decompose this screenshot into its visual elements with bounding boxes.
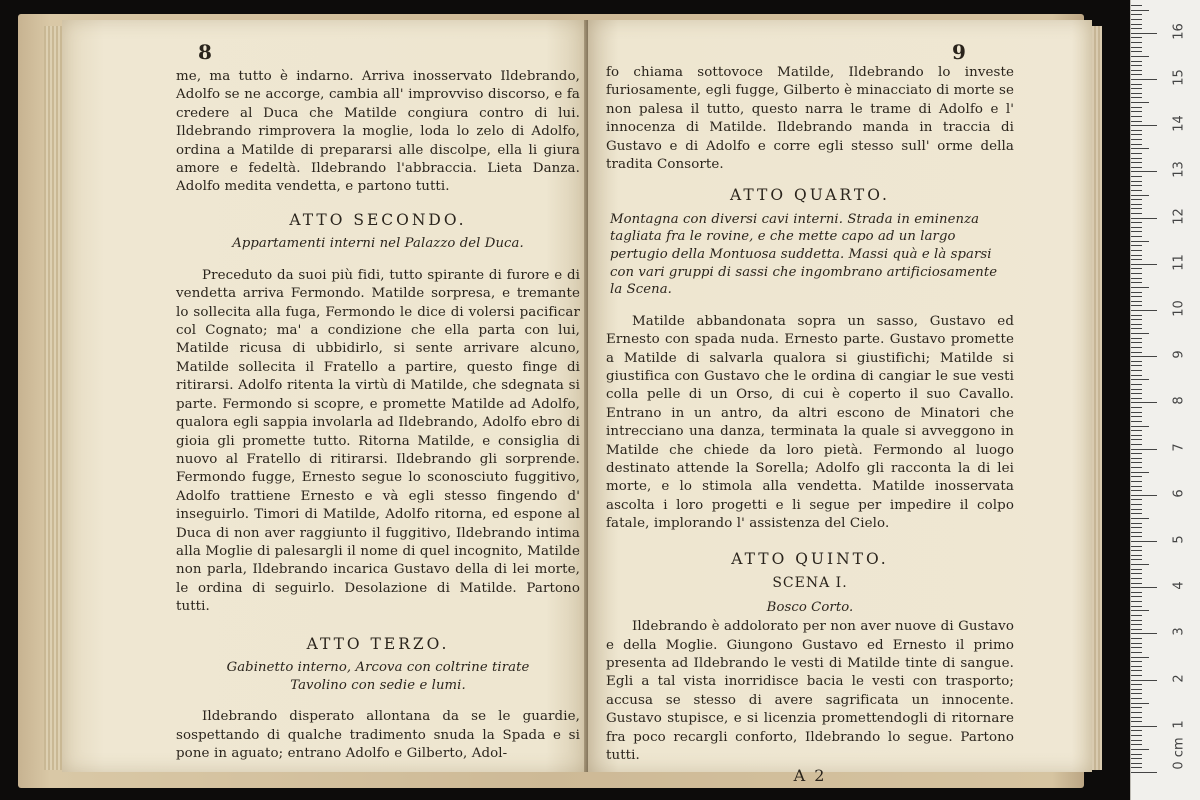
ruler-tick xyxy=(1131,37,1142,38)
paragraph: fo chiama sottovoce Matilde, Ildebrando lo investe furiosamente, egli fugge, Gilberto è minacciato di morte se non palesa il tutto, questo narra le trame di Adolfo e l' innocenza di Matilde. Ildebrando manda in traccia di Gustavo e di Adolfo e corre egli stesso sull' orme della tradita Consorte. xyxy=(606,65,1014,173)
ruler-tick xyxy=(1131,74,1142,75)
ruler-tick xyxy=(1131,527,1142,528)
ruler-tick xyxy=(1131,504,1142,505)
ruler-tick xyxy=(1131,416,1142,417)
ruler-tick xyxy=(1131,287,1149,288)
ruler-tick xyxy=(1131,79,1157,80)
ruler-tick xyxy=(1131,389,1142,390)
ruler-tick xyxy=(1131,472,1149,473)
ruler-tick xyxy=(1131,171,1157,172)
ruler-tick xyxy=(1131,24,1142,25)
ruler-tick xyxy=(1131,421,1142,422)
ruler-tick xyxy=(1131,449,1157,450)
ruler-tick xyxy=(1131,245,1142,246)
ruler-tick xyxy=(1131,546,1142,547)
ruler-tick xyxy=(1131,578,1142,579)
ruler-tick xyxy=(1131,740,1142,741)
ruler-tick xyxy=(1131,342,1142,343)
ruler-tick xyxy=(1131,583,1142,584)
ruler-tick xyxy=(1131,305,1142,306)
ruler-tick xyxy=(1131,278,1142,279)
ruler-tick xyxy=(1131,426,1149,427)
ruler-tick xyxy=(1131,620,1142,621)
ruler-tick xyxy=(1131,693,1142,694)
ruler-tick xyxy=(1131,218,1157,219)
ruler-tick xyxy=(1131,767,1142,768)
signature-mark: A 2 xyxy=(793,766,827,786)
ruler-tick xyxy=(1131,661,1142,662)
ruler-tick xyxy=(1131,407,1142,408)
ruler-tick xyxy=(1131,241,1149,242)
ruler-tick xyxy=(1131,375,1142,376)
paragraph: Ildebrando disperato allontana da se le guardie, sospettando di qualche tradimento snuda la Spada e si pone in aguato; entrano Adolfo e Gilberto, Adol- xyxy=(176,709,580,761)
ruler-tick xyxy=(1131,315,1142,316)
ruler-tick xyxy=(1131,569,1142,570)
ruler-label: 6 xyxy=(1171,489,1187,498)
ruler-tick xyxy=(1131,227,1142,228)
act-heading: ATTO TERZO. xyxy=(306,634,450,653)
scene-description: Bosco Corto. xyxy=(766,599,854,615)
ruler-tick xyxy=(1131,509,1142,510)
ruler-tick xyxy=(1131,102,1149,103)
ruler-tick xyxy=(1131,467,1142,468)
ruler-tick xyxy=(1131,310,1157,311)
ruler-tick xyxy=(1131,121,1142,122)
ruler-tick xyxy=(1131,601,1142,602)
ruler-tick xyxy=(1131,564,1149,565)
ruler-tick xyxy=(1131,412,1142,413)
ruler-tick xyxy=(1131,338,1142,339)
ruler-tick xyxy=(1131,763,1142,764)
ruler-label: 14 xyxy=(1171,115,1187,132)
ruler-tick xyxy=(1131,573,1142,574)
ruler-tick xyxy=(1131,633,1157,634)
ruler-tick xyxy=(1131,93,1142,94)
right-page xyxy=(588,20,1092,786)
act-heading: ATTO SECONDO. xyxy=(289,210,467,229)
ruler-tick xyxy=(1131,65,1142,66)
ruler-tick xyxy=(1131,490,1142,491)
ruler-label: 9 xyxy=(1171,350,1187,359)
ruler-tick xyxy=(1131,486,1142,487)
ruler-tick xyxy=(1131,596,1142,597)
left-page-text xyxy=(176,68,580,763)
ruler-tick xyxy=(1131,162,1142,163)
ruler-tick xyxy=(1131,333,1149,334)
ruler-tick xyxy=(1131,296,1142,297)
ruler-tick xyxy=(1131,730,1142,731)
ruler-tick xyxy=(1131,213,1142,214)
ruler-tick xyxy=(1131,638,1142,639)
ruler-tick xyxy=(1131,51,1142,52)
ruler-tick xyxy=(1131,379,1149,380)
ruler-tick xyxy=(1131,199,1142,200)
ruler-tick xyxy=(1131,462,1142,463)
ruler-tick xyxy=(1131,292,1142,293)
ruler-label: 0 cm xyxy=(1171,737,1187,770)
ruler-tick xyxy=(1131,629,1142,630)
ruler-label: 13 xyxy=(1171,161,1187,179)
ruler-tick xyxy=(1131,402,1157,403)
ruler-tick xyxy=(1131,666,1142,667)
ruler-label: 4 xyxy=(1171,581,1187,590)
ruler-tick xyxy=(1131,185,1142,186)
ruler-tick xyxy=(1131,28,1142,29)
ruler-tick xyxy=(1131,754,1142,755)
ruler-tick xyxy=(1131,643,1142,644)
ruler-tick xyxy=(1131,148,1149,149)
ruler-tick xyxy=(1131,19,1142,20)
ruler-tick xyxy=(1131,352,1142,353)
ruler-tick xyxy=(1131,592,1142,593)
ruler-tick xyxy=(1131,273,1142,274)
ruler-tick xyxy=(1131,532,1142,533)
ruler-tick xyxy=(1131,680,1157,681)
ruler-tick xyxy=(1131,513,1142,514)
ruler-tick xyxy=(1131,365,1142,366)
scene-description: Gabinetto interno, Arcova con coltrine tirate Tavolino con sedie e lumi. xyxy=(226,659,530,693)
ruler-tick xyxy=(1131,684,1142,685)
ruler-tick xyxy=(1131,324,1142,325)
ruler-tick xyxy=(1131,675,1142,676)
ruler-label: 15 xyxy=(1171,69,1187,86)
ruler-tick xyxy=(1131,615,1142,616)
scene-description: Appartamenti interni nel Palazzo del Duca. xyxy=(232,236,524,252)
ruler-label: 8 xyxy=(1171,396,1187,406)
ruler-tick xyxy=(1131,282,1142,283)
ruler-tick xyxy=(1131,458,1142,459)
open-book xyxy=(36,20,1064,786)
ruler-label: 5 xyxy=(1171,535,1187,544)
paragraph: me, ma tutto è indarno. Arriva inosservato Ildebrando, Adolfo se ne accorge, cambia all' improvviso discorso, e fa credere al Duca che Matilde congiura contro di lui. Ildebrando rimprovera la moglie, loda lo zelo di Adolfo, ordina a Matilde di prepararsi alle discolpe, ella li giura amore e fedeltà. Ildebrando l'abbraccia. Lieta Danza. Adolfo medita vendetta, e partono tutti. xyxy=(176,69,580,195)
ruler-tick xyxy=(1131,153,1142,154)
ruler-tick xyxy=(1131,624,1142,625)
ruler-label: 1 xyxy=(1171,720,1187,729)
ruler-tick xyxy=(1131,499,1142,500)
paragraph: Ildebrando è addolorato per non aver nuove di Gustavo e della Moglie. Giungono Gustavo ed Ernesto il primo presenta ad Ildebrando le vesti di Matilde tinte di sangue. Egli a tal vista inorridisce bacia le vesti con trasporto; accusa se stesso di avere sagrificata un innocente. Gustavo stupisce, e si licenzia promettendogli di ritornare fra poco recargli conforto, Ildebrando lo segue. Partono tutti. xyxy=(606,619,1014,763)
ruler-tick xyxy=(1131,208,1142,209)
ruler-tick xyxy=(1131,758,1142,759)
ruler-tick xyxy=(1131,231,1142,232)
ruler-tick xyxy=(1131,435,1142,436)
ruler-tick xyxy=(1131,107,1142,108)
ruler-tick xyxy=(1131,726,1157,727)
ruler-tick xyxy=(1131,181,1142,182)
ruler-tick xyxy=(1131,250,1142,251)
act-heading: ATTO QUINTO. xyxy=(731,549,889,568)
ruler-tick xyxy=(1131,703,1149,704)
ruler-tick xyxy=(1131,744,1142,745)
ruler-tick xyxy=(1131,689,1142,690)
ruler-tick xyxy=(1131,550,1142,551)
ruler-tick xyxy=(1131,5,1142,6)
ruler-tick xyxy=(1131,116,1142,117)
ruler-tick xyxy=(1131,14,1142,15)
ruler-tick xyxy=(1131,361,1142,362)
ruler-tick xyxy=(1131,610,1149,611)
ruler-tick xyxy=(1131,398,1142,399)
ruler-tick xyxy=(1131,384,1142,385)
ruler-tick xyxy=(1131,536,1142,537)
ruler-tick xyxy=(1131,652,1142,653)
ruler-tick xyxy=(1131,523,1142,524)
ruler-tick xyxy=(1131,61,1142,62)
ruler-tick xyxy=(1131,88,1142,89)
ruler-tick xyxy=(1131,606,1142,607)
scene-description: Montagna con diversi cavi interni. Strada in eminenza tagliata fra le rovine, e che mette capo ad un largo pertugio della Montuosa suddetta. Massi quà e là sparsi con vari gruppi di sassi che ingombrano artificiosamente la Scena. xyxy=(610,211,998,298)
ruler-tick xyxy=(1131,111,1142,112)
ruler-tick xyxy=(1131,439,1142,440)
ruler-tick xyxy=(1131,222,1142,223)
ruler-tick xyxy=(1131,657,1149,658)
ruler-label: 10 xyxy=(1171,300,1187,317)
ruler-tick xyxy=(1131,328,1142,329)
ruler-tick xyxy=(1131,268,1142,269)
ruler-tick xyxy=(1131,698,1142,699)
ruler-tick xyxy=(1131,476,1142,477)
measuring-ruler xyxy=(1130,0,1200,800)
ruler-tick xyxy=(1131,236,1142,237)
ruler-tick xyxy=(1131,717,1142,718)
ruler-label: 2 xyxy=(1171,673,1187,683)
ruler-tick xyxy=(1131,444,1142,445)
ruler-label: 11 xyxy=(1171,254,1187,271)
ruler-tick xyxy=(1131,559,1142,560)
ruler-tick xyxy=(1131,204,1142,205)
ruler-tick xyxy=(1131,735,1142,736)
ruler-tick xyxy=(1131,190,1142,191)
ruler-tick xyxy=(1131,481,1142,482)
ruler-tick xyxy=(1131,264,1157,265)
ruler-tick xyxy=(1131,158,1142,159)
ruler-tick xyxy=(1131,10,1149,11)
ruler-tick xyxy=(1131,370,1142,371)
ruler-tick xyxy=(1131,255,1142,256)
ruler-tick xyxy=(1131,47,1142,48)
paragraph: Matilde abbandonata sopra un sasso, Gustavo ed Ernesto con spada nuda. Ernesto parte. Gustavo promette a Matilde di salvarla qualora si giustifichi; Matilde si giustifica con Gustavo che le ordina di cangiar le sue vesti colla pelle di un Orso, di cui è coperto il suo Cavallo. Entrano in un antro, da altri escono de Minatori che intrecciano una danza, terminata la quale si avveggono in Matilde che chiede da loro pietà. Fermondo al luogo destinato attende la Sorella; Adolfo gli racconta la di lei morte, e lo stimola alla vendetta. Matilde inosservata ascolta i loro progetti e li segue per impedire il colpo fatale, implorando l' assistenza del Cielo. xyxy=(606,313,1014,532)
ruler-tick xyxy=(1131,56,1149,57)
ruler-tick xyxy=(1131,319,1142,320)
ruler-tick xyxy=(1131,70,1142,71)
right-page-text xyxy=(606,64,1014,786)
scene-heading: SCENA I. xyxy=(772,575,848,592)
ruler-label: 7 xyxy=(1171,442,1187,452)
ruler-tick xyxy=(1131,721,1142,722)
ruler-tick xyxy=(1131,453,1142,454)
ruler-tick xyxy=(1131,301,1142,302)
ruler-tick xyxy=(1131,356,1157,357)
ruler-tick xyxy=(1131,144,1142,145)
ruler-tick xyxy=(1131,42,1142,43)
ruler-tick xyxy=(1131,712,1142,713)
page-number: 8 xyxy=(198,40,212,64)
page-number: 9 xyxy=(952,40,966,64)
ruler-tick xyxy=(1131,670,1142,671)
ruler-tick xyxy=(1131,393,1142,394)
ruler-tick xyxy=(1131,430,1142,431)
act-heading: ATTO QUARTO. xyxy=(730,186,890,205)
ruler-label: 3 xyxy=(1171,627,1187,637)
ruler-tick xyxy=(1131,259,1142,260)
ruler-tick xyxy=(1131,749,1149,750)
ruler-tick xyxy=(1131,97,1142,98)
ruler-tick xyxy=(1131,139,1142,140)
ruler-tick xyxy=(1131,495,1157,496)
ruler-tick xyxy=(1131,541,1157,542)
ruler-tick xyxy=(1131,587,1157,588)
ruler-tick xyxy=(1131,347,1142,348)
ruler-tick xyxy=(1131,167,1142,168)
ruler-tick xyxy=(1131,130,1142,131)
page-edges-left xyxy=(44,26,64,770)
ruler-tick xyxy=(1131,195,1149,196)
ruler-label: 12 xyxy=(1171,207,1187,225)
ruler-tick xyxy=(1131,555,1142,556)
ruler-tick xyxy=(1131,134,1142,135)
ruler-tick xyxy=(1131,176,1142,177)
ruler-tick xyxy=(1131,707,1142,708)
ruler-tick xyxy=(1131,647,1142,648)
ruler-tick xyxy=(1131,772,1157,773)
paragraph: Preceduto da suoi più fidi, tutto spirante di furore e di vendetta arriva Fermondo. Matilde sorpresa, e tremante lo sollecita alla fuga, Fermondo le dice di volersi pacificar col Cognato; ma' a condizione che ella parta con lui, Matilde ricusa di ubbidirlo, si sente arrivare alcuno, Matilde sollecita il Fratello a partire, questo finge di ritirarsi. Adolfo ritenta la virtù di Matilde, che sdegnata si parte. Fermondo si scopre, e promette Matilde ad Adolfo, qualora egli sappia involarla ad Ildebrando, Adolfo ebro di gioia gli promette tutto. Ritorna Matilde, e consiglia di nuovo al Fratello di ritirarsi. Ildebrando gli sorprende. Fermondo fugge, Ernesto segue lo sconosciuto fuggitivo, Adolfo trattiene Ernesto e và egli stesso fingendo d' inseguirlo. Timori di Matilde, Adolfo ritorna, ed espone al Duca di non aver raggiunto il fuggitivo, Ildebrando intima alla Moglie di palesargli il nome di quel incognito, Matilde non parla, Ildebrando incarica Gustavo della di lei morte, le ordina di seguirlo. Desolazione di Matilde. Partono tutti. xyxy=(176,267,580,615)
ruler-label: 16 xyxy=(1171,23,1187,40)
left-page xyxy=(62,20,588,772)
ruler-tick xyxy=(1131,84,1142,85)
ruler-tick xyxy=(1131,125,1157,126)
ruler-tick xyxy=(1131,33,1157,34)
ruler-tick xyxy=(1131,518,1149,519)
